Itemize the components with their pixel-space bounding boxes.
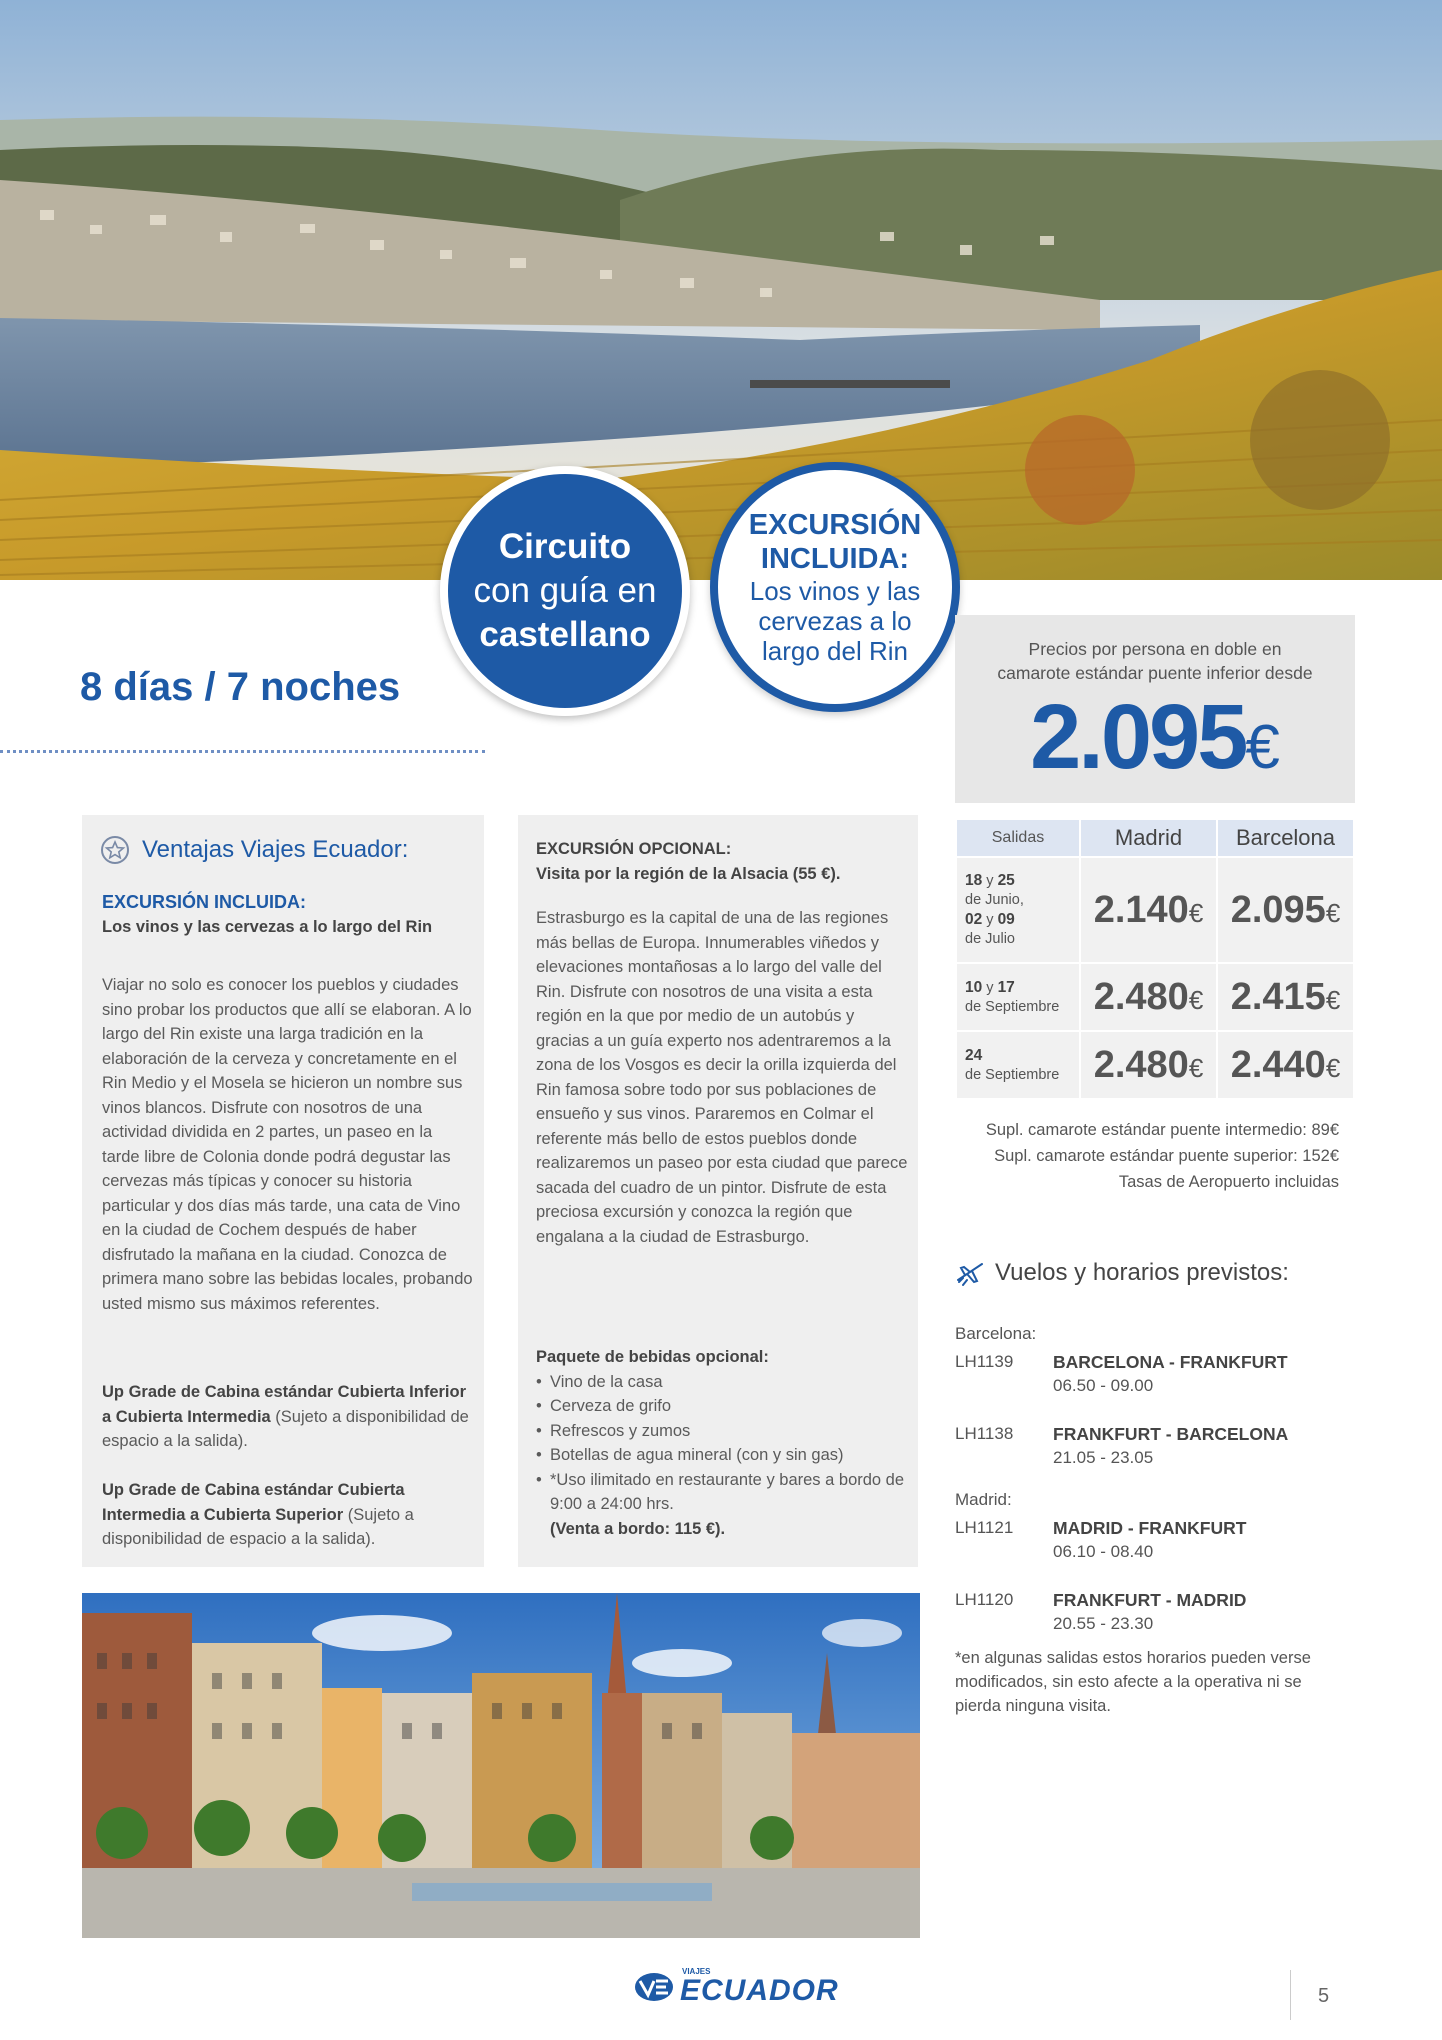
price-madrid-value: 2.480 (1093, 1043, 1189, 1086)
flights-footnote: *en algunas salidas estos horarios pueden verse modificados, sin esto afecte a la operativa ni se pierda ninguna visita. (955, 1649, 1311, 1715)
flights-header (955, 1258, 1289, 1288)
price-madrid-value: 2.140 (1093, 888, 1189, 931)
excursion-badge-title1: EXCURSIÓN (748, 509, 922, 541)
flight-code: LH1120 (955, 1590, 1014, 1609)
flight-row (955, 1588, 1345, 1636)
col-salidas: Salidas (956, 819, 1080, 857)
drinks-package-list (536, 1370, 908, 1517)
supplement-line: Supl. camarote estándar puente superior: 152€ (994, 1147, 1339, 1165)
price-madrid (1080, 857, 1217, 963)
excursion-badge-sub1: Los vinos y las (749, 576, 921, 606)
departure-date (956, 1031, 1080, 1099)
date-joiner: y (982, 979, 998, 996)
guide-badge-line2: con guía en (473, 571, 657, 610)
drinks-package (536, 1345, 908, 1541)
hero-photo-rhine-valley (0, 0, 1442, 580)
supplement-line: Supl. camarote estándar puente intermedio: 89€ (985, 1121, 1339, 1139)
flights-list (955, 1320, 1345, 1718)
price-barcelona (1217, 857, 1354, 963)
flight-route (1053, 1422, 1288, 1470)
flight-time: 20.55 - 23.30 (1053, 1614, 1154, 1633)
included-excursion-title: EXCURSIÓN INCLUIDA: (102, 892, 307, 912)
ventajas-body: Viajar no solo es conocer los pueblos y ciudades sino probar los productos que allí se elaboran. A lo largo del Rin existe una larga tradición en la elaboración de la cerveza y concretamente en el Rin Medio y el Mosela se hicieron un nombre sus vinos blancos. Disfrute con nosotros de una actividad dividida en 2 partes, un paseo en la tarde libre de Colonia donde podrá degustar las cervezas más típicas y conocer su historia particular y dos días más tarde, una cata de Vino en la ciudad de Cochem después de haber disfrutado la mañana en la ciudad. Conozca de primera mano sobre las bebidas locales, probando usted mismo sus máximos referentes. (102, 976, 473, 1313)
date-month: de Junio, (965, 892, 1024, 908)
excursion-badge-title2: INCLUIDA: (760, 543, 910, 575)
price-barcelona (1217, 1031, 1354, 1099)
list-item: • Refrescos y zumos (536, 1419, 908, 1444)
date-joiner: y (982, 912, 998, 928)
optional-excursion-title: EXCURSIÓN OPCIONAL: (536, 840, 732, 858)
viajes-ecuador-logo (634, 1968, 839, 2006)
currency-symbol: € (1325, 1052, 1341, 1083)
price-madrid (1080, 1031, 1217, 1099)
excursion-badge-sub2: cervezas a lo (758, 606, 912, 636)
ventajas-header (100, 835, 408, 865)
page-divider (1290, 1970, 1291, 2020)
flights-title: Vuelos y horarios previstos: (995, 1259, 1289, 1286)
dotted-divider (0, 750, 485, 753)
page-number: 5 (1318, 1985, 1330, 2007)
list-item: • Botellas de agua mineral (con y sin gas) (536, 1443, 908, 1468)
logo-small-text: VIAJES (682, 1967, 711, 1976)
flight-time: 06.50 - 09.00 (1053, 1376, 1154, 1395)
currency-symbol: € (1188, 984, 1204, 1015)
logo-text: ECUADOR (680, 1974, 839, 2007)
table-row (956, 1031, 1354, 1099)
table-row (956, 963, 1354, 1031)
flight-route (1053, 1350, 1288, 1398)
upgrade-1 (102, 1380, 474, 1454)
date-day: 09 (997, 911, 1015, 928)
included-excursion-heading (102, 890, 472, 939)
flight-row (955, 1350, 1345, 1398)
price-note-line1: Precios por persona en doble en (1028, 639, 1282, 659)
upgrade-2-title: Up Grade de Cabina estándar Cubierta Intermedia a Cubierta Superior (102, 1481, 405, 1524)
upgrade-2 (102, 1478, 474, 1552)
included-excursion-subtitle: Los vinos y las cervezas a lo largo del Rin (102, 917, 433, 936)
star-badge-icon (100, 835, 130, 865)
drinks-package-price: (Venta a bordo: 115 €). (550, 1519, 726, 1538)
date-month: de Julio (965, 931, 1015, 947)
price-value: 2.095 (1030, 686, 1246, 788)
date-day: 24 (965, 1046, 983, 1064)
upgrade-1-title: Up Grade de Cabina estándar Cubierta Inferior a Cubierta Intermedia (102, 1383, 466, 1426)
col-barcelona: Barcelona (1217, 819, 1354, 857)
flight-code: LH1139 (955, 1352, 1014, 1371)
currency-symbol: € (1325, 984, 1341, 1015)
optional-excursion-body: Estrasburgo es la capital de una de las regiones más bellas de Europa. Innumerables viñedos y elevaciones montañosas a lo largo del valle del Rin. Disfrute con nosotros de una visita a esta región en la que por medio de un autobús y gracias a un guía experto nos adentraremos a la zona de los Vosgos es decir la orilla izquierda del Rin famosa sobre todo por sus poblaciones de ensueño y sus vinos. Pararemos en Colmar el referente más bello de estos pueblos donde realizaremos un paseo por esta ciudad que parece sacada del cuadro de un pintor. Disfrute de esta preciosa excursión y conozca la región que engalana a la ciudad de Estrasburgo. (536, 909, 908, 1246)
optional-excursion-heading (536, 837, 906, 886)
flight-time: 21.05 - 23.05 (1053, 1448, 1154, 1467)
currency-symbol: € (1325, 897, 1341, 928)
date-month: de Septiembre (965, 998, 1060, 1015)
flight-row (955, 1516, 1345, 1564)
airplane-icon (955, 1258, 985, 1288)
date-day: 02 (965, 911, 983, 928)
list-item: • Cerveza de grifo (536, 1394, 908, 1419)
departure-date (956, 857, 1080, 963)
departures-price-table (955, 818, 1355, 1100)
flight-route-name: FRANKFURT - BARCELONA (1053, 1424, 1289, 1444)
price-madrid-value: 2.480 (1093, 975, 1189, 1018)
flight-route (1053, 1588, 1246, 1636)
date-day: 10 (965, 978, 983, 996)
date-day: 25 (997, 872, 1015, 889)
flight-time: 06.10 - 08.40 (1053, 1542, 1154, 1561)
departure-date (956, 963, 1080, 1031)
flight-row (955, 1422, 1345, 1470)
supplements (955, 1117, 1339, 1195)
price-barcelona-value: 2.415 (1230, 975, 1326, 1018)
guide-badge (440, 466, 690, 716)
table-row (956, 857, 1354, 963)
flight-route-name: MADRID - FRANKFURT (1053, 1518, 1247, 1538)
price-box (955, 615, 1355, 803)
excursion-badge-sub3: largo del Rin (762, 636, 908, 666)
date-day: 17 (997, 978, 1015, 996)
ve-logo-icon (634, 1971, 674, 2003)
excursion-badge (710, 462, 960, 712)
optional-excursion-subtitle: Visita por la región de la Alsacia (55 €). (536, 864, 841, 883)
airport-taxes-note: Tasas de Aeropuerto incluidas (1118, 1173, 1339, 1191)
flight-code: LH1138 (955, 1424, 1014, 1443)
price-barcelona-value: 2.095 (1230, 888, 1326, 931)
guide-badge-line3: castellano (479, 615, 651, 654)
date-month: de Septiembre (965, 1066, 1060, 1083)
list-item: • Vino de la casa (536, 1370, 908, 1395)
price-barcelona-value: 2.440 (1230, 1043, 1326, 1086)
price-note-line2: camarote estándar puente inferior desde (997, 663, 1313, 683)
table-header-row (956, 819, 1354, 857)
guide-badge-line1: Circuito (498, 527, 632, 566)
price-madrid (1080, 963, 1217, 1031)
flight-route (1053, 1516, 1246, 1564)
ventajas-title: Ventajas Viajes Ecuador: (142, 836, 409, 863)
flight-code: LH1121 (955, 1518, 1014, 1537)
currency-symbol: € (1188, 1052, 1204, 1083)
list-item: • *Uso ilimitado en restaurante y bares a bordo de 9:00 a 24:00 hrs. (536, 1468, 908, 1517)
flights-city-madrid: Madrid: (955, 1490, 1012, 1509)
flight-route-name: FRANKFURT - MADRID (1053, 1590, 1247, 1610)
trip-duration: 8 días / 7 noches (80, 665, 401, 709)
price-from (955, 686, 1355, 796)
currency-symbol: € (1188, 897, 1204, 928)
price-note (955, 637, 1355, 685)
strasbourg-square-photo (82, 1593, 920, 1938)
upgrade-1-note: (Sujeto a disponibilidad de espacio a la salida). (102, 1407, 469, 1450)
flights-city-barcelona: Barcelona: (955, 1324, 1037, 1343)
drinks-package-title: Paquete de bebidas opcional: (536, 1348, 769, 1366)
date-day: 18 (965, 872, 983, 889)
date-joiner: y (982, 873, 998, 889)
price-currency: € (1245, 713, 1280, 782)
price-barcelona (1217, 963, 1354, 1031)
upgrade-2-note: (Sujeto a disponibilidad de espacio a la salida). (102, 1505, 414, 1548)
flight-route-name: BARCELONA - FRANKFURT (1053, 1352, 1288, 1372)
col-madrid: Madrid (1080, 819, 1217, 857)
